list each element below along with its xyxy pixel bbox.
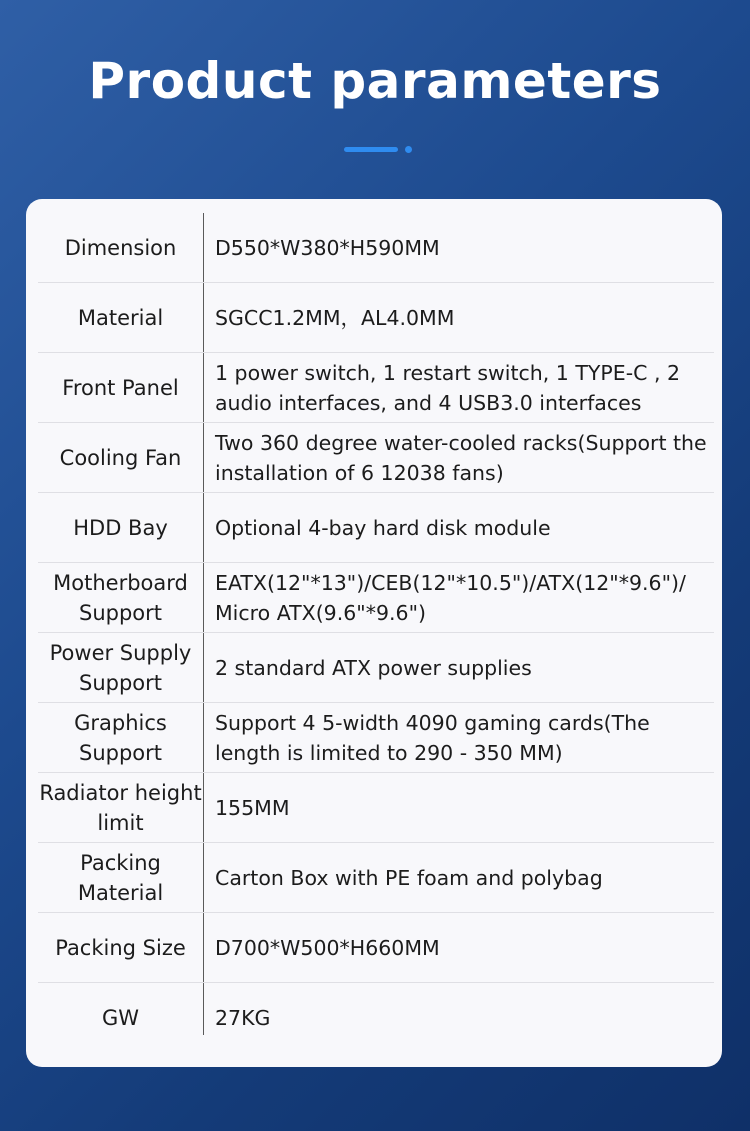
spec-value: Optional 4-bay hard disk module [215, 516, 551, 540]
spec-value: 1 power switch, 1 restart switch, 1 TYPE-C , 2 audio interfaces, and 4 USB3.0 interfaces [215, 361, 681, 415]
spec-value: Support 4 5-width 4090 gaming cards(The length is limited to 290 - 350 MM) [215, 711, 650, 765]
spec-row [38, 353, 714, 423]
spec-value: Two 360 degree water-cooled racks(Support the installation of 6 12038 fans) [215, 431, 707, 485]
spec-label: Packing Material [77, 851, 164, 905]
accent-bar [344, 147, 398, 152]
spec-label: Material [77, 306, 164, 330]
page-title: Product parameters [88, 52, 662, 110]
spec-label: Motherboard Support [53, 571, 188, 625]
spec-label: HDD Bay [73, 516, 168, 540]
spec-value: SGCC1.2MM，AL4.0MM [215, 306, 455, 330]
spec-table-card [26, 199, 722, 1067]
spec-row [38, 913, 714, 983]
spec-value: 155MM [215, 796, 290, 820]
spec-row [38, 843, 714, 913]
spec-label: Dimension [64, 236, 177, 260]
spec-label: GW [101, 1006, 140, 1030]
spec-table [38, 213, 714, 1053]
spec-value: 27KG [215, 1006, 271, 1030]
spec-value: D700*W500*H660MM [215, 936, 440, 960]
spec-row [38, 703, 714, 773]
spec-label: Cooling Fan [59, 446, 182, 470]
spec-value: 2 standard ATX power supplies [215, 656, 532, 680]
spec-value: D550*W380*H590MM [215, 236, 440, 260]
spec-row [38, 773, 714, 843]
spec-row [38, 633, 714, 703]
spec-value: EATX(12"*13")/CEB(12"*10.5")/ATX(12"*9.6")/ Micro ATX(9.6"*9.6") [215, 571, 686, 625]
spec-value: Carton Box with PE foam and polybag [215, 866, 603, 890]
spec-row [38, 983, 714, 1053]
spec-row [38, 493, 714, 563]
spec-row [38, 213, 714, 283]
spec-row [38, 283, 714, 353]
spec-row [38, 423, 714, 493]
spec-label: Power Supply Support [49, 641, 192, 695]
spec-label: Packing Size [55, 936, 186, 960]
spec-label: Radiator height limit [39, 781, 202, 835]
spec-label: Front Panel [62, 376, 179, 400]
spec-label: Graphics Support [74, 711, 167, 765]
accent-dot [405, 146, 412, 153]
spec-row [38, 563, 714, 633]
